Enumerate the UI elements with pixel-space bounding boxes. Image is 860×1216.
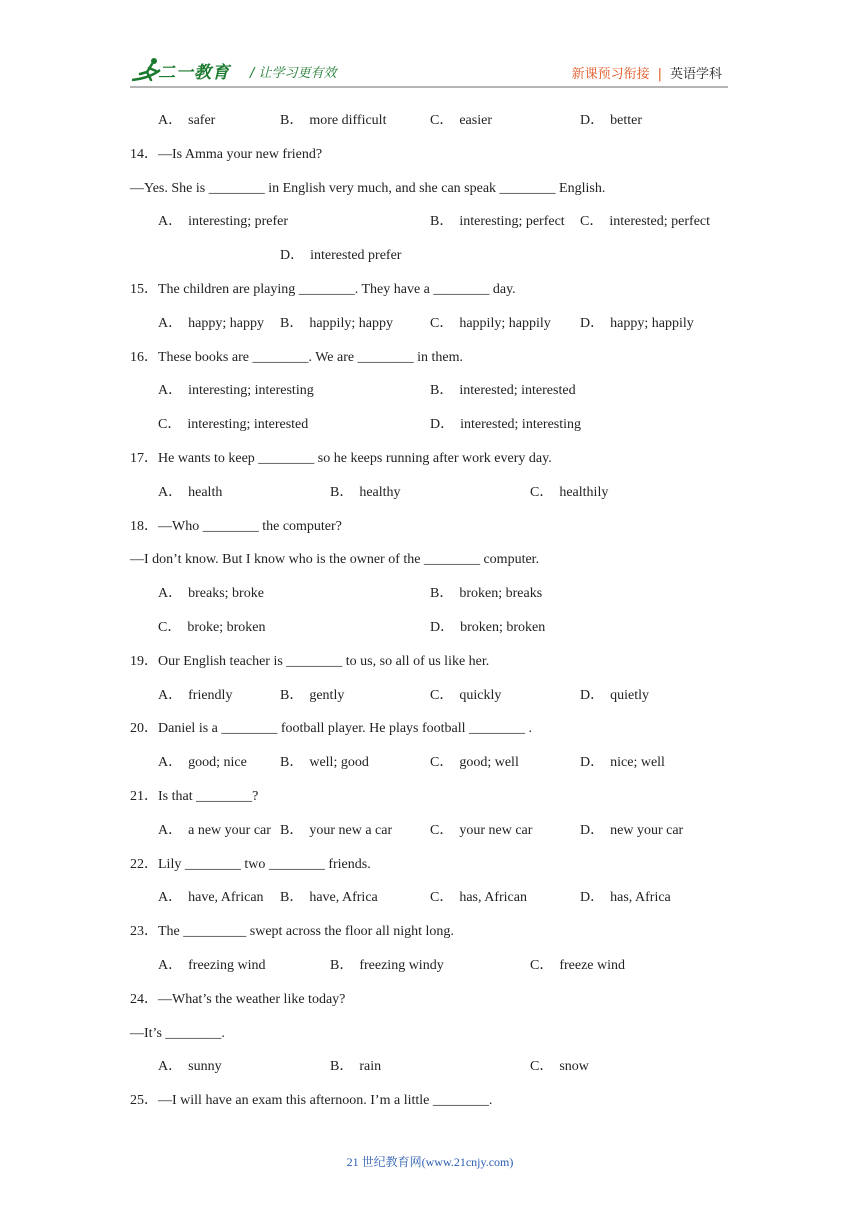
option-letter: A． — [158, 383, 183, 399]
option-letter: D． — [430, 619, 455, 635]
option-text: happily; happy — [309, 315, 393, 331]
answer-option — [280, 814, 392, 848]
answer-option — [430, 104, 492, 138]
option-row — [130, 679, 730, 713]
option-row — [130, 374, 730, 408]
option-text: good; nice — [188, 755, 247, 771]
question-list — [130, 104, 730, 1118]
question-text: 16．These books are ________. We are ________ in them. — [130, 349, 463, 365]
option-text: broken; broken — [460, 619, 546, 635]
option-row — [130, 814, 730, 848]
option-row — [130, 949, 730, 983]
option-letter: B． — [280, 113, 304, 128]
option-text: healthy — [359, 484, 401, 500]
answer-option — [158, 814, 271, 848]
question-text: 14．—Is Amma your new friend? — [130, 146, 323, 162]
option-row — [130, 1050, 730, 1084]
option-text: your new a car — [309, 822, 393, 838]
option-text: interested prefer — [310, 248, 402, 264]
option-text: interesting; perfect — [459, 214, 565, 230]
option-row — [130, 746, 730, 780]
option-letter: C． — [430, 890, 454, 906]
answer-option — [430, 611, 545, 645]
question-text: 17．He wants to keep ________ so he keeps running after work every day. — [130, 450, 552, 466]
question-text: —It’s ________. — [130, 1025, 225, 1041]
answer-option — [158, 679, 232, 713]
answer-option — [580, 746, 665, 780]
option-text: easier — [459, 113, 492, 128]
option-letter: B． — [430, 586, 454, 602]
question-text: 22．Lily ________ two ________ friends. — [130, 856, 371, 872]
question-text: —I don’t know. But I know who is the owner of the ________ computer. — [130, 552, 540, 568]
answer-option — [158, 104, 215, 138]
answer-option — [280, 239, 401, 273]
title-separator: | — [657, 67, 662, 82]
answer-option — [330, 476, 401, 510]
answer-option — [430, 881, 527, 915]
option-text: interested; interesting — [460, 417, 582, 433]
answer-option — [580, 881, 671, 915]
option-letter: B． — [280, 822, 304, 838]
question-text: 24．—What’s the weather like today? — [130, 991, 346, 1007]
option-row — [130, 104, 730, 138]
option-text: healthily — [559, 484, 609, 500]
option-text: broke; broken — [187, 619, 266, 635]
option-letter: C． — [530, 957, 554, 973]
answer-option — [430, 307, 551, 341]
answer-option — [158, 205, 288, 239]
option-letter: A． — [158, 113, 183, 128]
answer-option — [580, 205, 710, 239]
answer-option — [580, 307, 694, 341]
option-letter: A． — [158, 822, 183, 838]
answer-option — [580, 814, 683, 848]
option-text: new your car — [610, 822, 684, 838]
option-letter: B． — [430, 383, 454, 399]
question-text: 19．Our English teacher is ________ to us, so all of us like her. — [130, 653, 490, 669]
answer-option — [158, 577, 264, 611]
option-text: interesting; prefer — [188, 214, 289, 230]
answer-option — [430, 814, 532, 848]
answer-option — [280, 104, 386, 138]
answer-option — [280, 746, 369, 780]
option-text: well; good — [309, 755, 369, 771]
answer-option — [158, 408, 308, 442]
option-letter: D． — [580, 315, 605, 331]
option-text: quickly — [459, 687, 502, 703]
option-letter: C． — [530, 484, 554, 500]
option-letter: A． — [158, 315, 183, 331]
option-letter: D． — [280, 248, 305, 264]
answer-option — [580, 679, 649, 713]
option-letter: C． — [430, 755, 454, 771]
answer-option — [530, 476, 608, 510]
answer-option — [430, 746, 519, 780]
option-text: happy; happily — [610, 315, 694, 331]
option-letter: C． — [430, 315, 454, 331]
option-text: has, Africa — [610, 890, 671, 906]
option-letter: A． — [158, 586, 183, 602]
option-letter: A． — [158, 957, 183, 973]
question-text: 18．—Who ________ the computer? — [130, 518, 342, 534]
answer-option — [330, 1050, 381, 1084]
option-text: have, Africa — [309, 890, 378, 906]
option-text: broken; breaks — [459, 586, 543, 602]
page-footer: 21 世纪教育网(www.21cnjy.com) — [346, 1155, 514, 1169]
course-label: 新课预习衔接 — [571, 67, 650, 82]
option-text: interesting; interesting — [188, 383, 314, 399]
option-letter: C． — [430, 822, 454, 838]
option-letter: D． — [580, 890, 605, 906]
option-text: better — [610, 113, 642, 128]
option-letter: B． — [280, 890, 304, 906]
option-text: safer — [188, 113, 216, 128]
option-text: happy; happy — [188, 315, 264, 331]
option-text: nice; well — [610, 755, 665, 771]
answer-option — [158, 881, 264, 915]
option-row — [130, 476, 730, 510]
option-text: interested; perfect — [609, 214, 711, 230]
question-text: 25．—I will have an exam this afternoon. I’m a little ________. — [130, 1093, 493, 1109]
option-text: good; well — [459, 755, 519, 771]
option-row — [130, 881, 730, 915]
answer-option — [430, 577, 542, 611]
option-text: quietly — [610, 687, 650, 703]
option-text: friendly — [188, 687, 233, 703]
option-text: interested; interested — [459, 383, 576, 399]
option-text: freeze wind — [559, 957, 626, 973]
page-header — [130, 54, 730, 88]
header-subject-title — [572, 63, 722, 82]
option-letter: C． — [158, 619, 182, 635]
option-row — [130, 577, 730, 611]
answer-option — [280, 679, 344, 713]
option-text: happily; happily — [459, 315, 551, 331]
logo-text: 二一教育 — [158, 63, 230, 83]
option-text: your new car — [459, 822, 533, 838]
answer-option — [530, 1050, 589, 1084]
option-letter: D． — [580, 822, 605, 838]
option-text: gently — [309, 687, 345, 703]
option-text: have, African — [188, 890, 264, 906]
answer-option — [280, 881, 378, 915]
option-text: sunny — [188, 1059, 222, 1075]
option-text: interesting; interested — [187, 417, 309, 433]
option-text: has, African — [459, 890, 527, 906]
option-letter: C． — [430, 113, 454, 128]
option-row — [130, 408, 730, 442]
answer-option — [158, 746, 247, 780]
option-text: a new your car — [188, 822, 271, 838]
option-row — [130, 611, 730, 645]
answer-option — [580, 104, 642, 138]
option-letter: A． — [158, 214, 183, 230]
question-text: 21．Is that ________? — [130, 788, 259, 804]
option-letter: A． — [158, 484, 183, 500]
option-letter: B． — [330, 484, 354, 500]
answer-option — [430, 205, 565, 239]
option-letter: B． — [330, 1059, 354, 1075]
option-text: freezing wind — [188, 957, 266, 973]
option-letter: A． — [158, 1059, 183, 1075]
slogan: / 让学习更有效 — [250, 66, 337, 81]
option-letter: C． — [430, 687, 454, 703]
option-letter: C． — [580, 214, 604, 230]
option-letter: A． — [158, 755, 183, 771]
option-letter: B． — [280, 315, 304, 331]
header-divider — [130, 86, 728, 88]
answer-option — [158, 307, 264, 341]
option-row — [130, 239, 730, 273]
question-text: 20．Daniel is a ________ football player. He plays football ________ . — [130, 721, 533, 737]
answer-option — [158, 1050, 222, 1084]
question-text: —Yes. She is ________ in English very much, and she can speak ________ English. — [130, 180, 606, 196]
option-letter: B． — [280, 755, 304, 771]
answer-option — [430, 408, 581, 442]
option-letter: D． — [580, 755, 605, 771]
answer-option — [430, 374, 576, 408]
option-text: snow — [559, 1059, 589, 1075]
option-text: health — [188, 484, 223, 500]
option-letter: C． — [530, 1059, 554, 1075]
option-letter: A． — [158, 687, 183, 703]
option-letter: C． — [158, 417, 182, 433]
option-letter: A． — [158, 890, 183, 906]
answer-option — [158, 611, 266, 645]
question-text: 23．The _________ swept across the floor all night long. — [130, 924, 454, 940]
option-letter: B． — [280, 687, 304, 703]
answer-option — [158, 374, 314, 408]
option-text: more difficult — [309, 113, 387, 128]
option-text: rain — [359, 1059, 382, 1075]
answer-option — [430, 679, 501, 713]
question-text: 15．The children are playing ________. They have a ________ day. — [130, 281, 516, 297]
option-row — [130, 307, 730, 341]
option-text: freezing windy — [359, 957, 444, 973]
option-letter: D． — [430, 417, 455, 433]
answer-option — [158, 476, 222, 510]
subject-label: 英语学科 — [669, 67, 722, 82]
answer-option — [158, 949, 265, 983]
option-letter: B． — [430, 214, 454, 230]
option-letter: B． — [330, 957, 354, 973]
answer-option — [280, 307, 393, 341]
answer-option — [330, 949, 444, 983]
option-row — [130, 205, 730, 239]
option-letter: D． — [580, 113, 605, 128]
answer-option — [530, 949, 625, 983]
option-letter: D． — [580, 687, 605, 703]
option-text: breaks; broke — [188, 586, 264, 602]
